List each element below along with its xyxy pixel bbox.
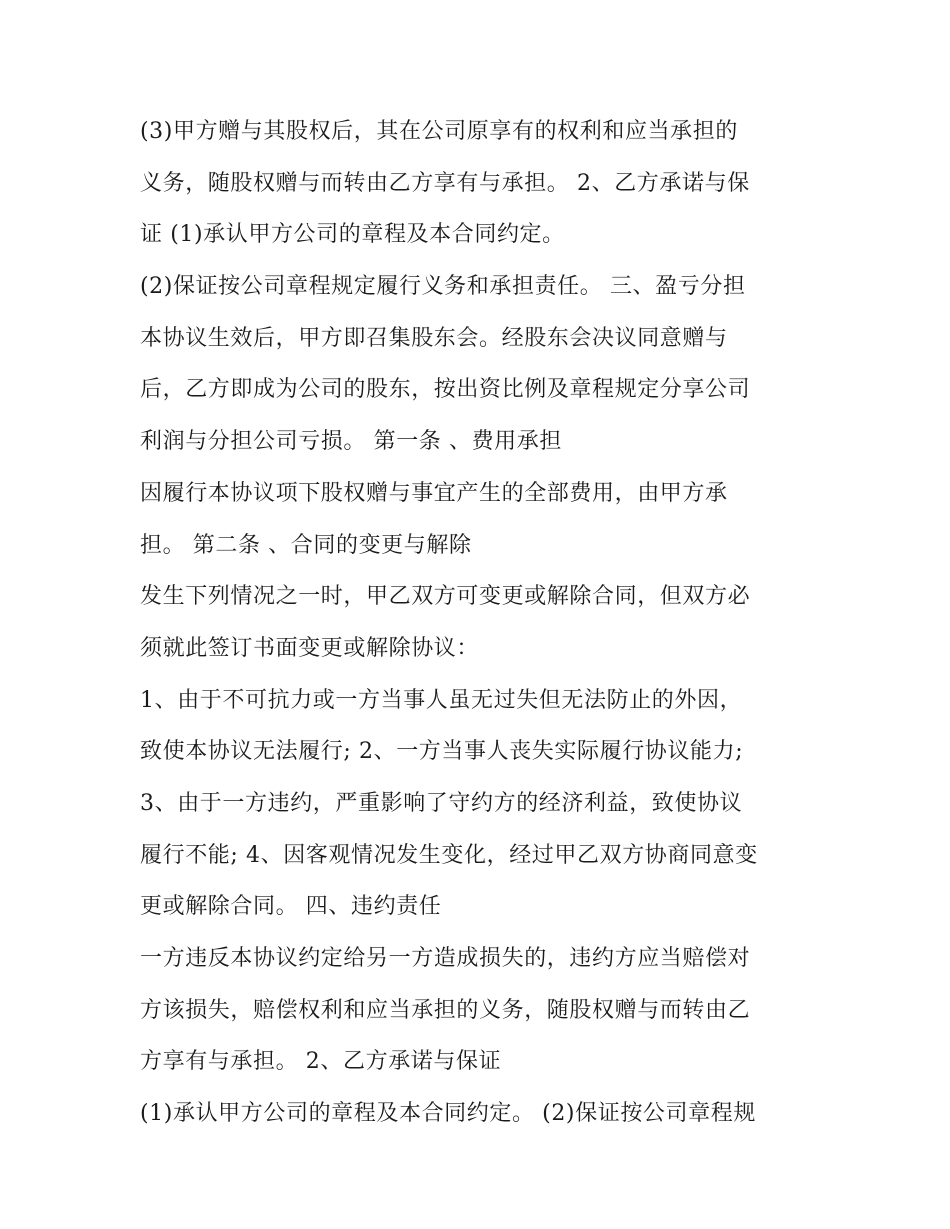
- text-line: 证 (1)承认甲方公司的章程及本合同约定。: [140, 222, 565, 248]
- text-line: 因履行本协议项下股权赠与事宜产生的全部费用，由甲方承: [140, 480, 728, 506]
- text-line: 后，乙方即成为公司的股东，按出资比例及章程规定分享公司: [140, 377, 751, 403]
- text-line: 利润与分担公司亏损。 第一条 、费用承担: [140, 429, 562, 455]
- text-line: 更或解除合同。 四、违约责任: [140, 894, 442, 920]
- text-line: 方该损失，赔偿权利和应当承担的义务，随股权赠与而转由乙: [140, 997, 751, 1023]
- text-line: (1)承认甲方公司的章程及本合同约定。 (2)保证按公司章程规: [140, 1101, 756, 1127]
- text-line: 履行不能; 4、因客观情况发生变化，经过甲乙双方协商同意变: [140, 842, 758, 868]
- text-line: 致使本协议无法履行; 2、一方当事人丧失实际履行协议能力;: [140, 739, 744, 765]
- text-line: (2)保证按公司章程规定履行义务和承担责任。 三、盈亏分担: [140, 274, 746, 300]
- body-text: [140, 106, 830, 1140]
- text-line: 1、由于不可抗力或一方当事人虽无过失但无法防止的外因，: [140, 687, 743, 713]
- text-line: 方享有与承担。 2、乙方承诺与保证: [140, 1049, 502, 1075]
- text-line: 3、由于一方违约，严重影响了守约方的经济利益，致使协议: [140, 790, 743, 816]
- text-line: (3)甲方赠与其股权后，其在公司原享有的权利和应当承担的: [140, 119, 738, 144]
- text-line: 发生下列情况之一时，甲乙双方可变更或解除合同，但双方必: [140, 584, 751, 610]
- text-line: 一方违反本协议约定给另一方造成损失的，违约方应当赔偿对: [140, 946, 751, 971]
- text-line: 本协议生效后，甲方即召集股东会。经股东会决议同意赠与: [140, 325, 728, 351]
- text-line: 担。 第二条 、合同的变更与解除: [140, 532, 472, 558]
- text-line: 须就此签订书面变更或解除协议：: [140, 635, 480, 661]
- text-line: 义务，随股权赠与而转由乙方享有与承担。 2、乙方承诺与保: [140, 170, 750, 196]
